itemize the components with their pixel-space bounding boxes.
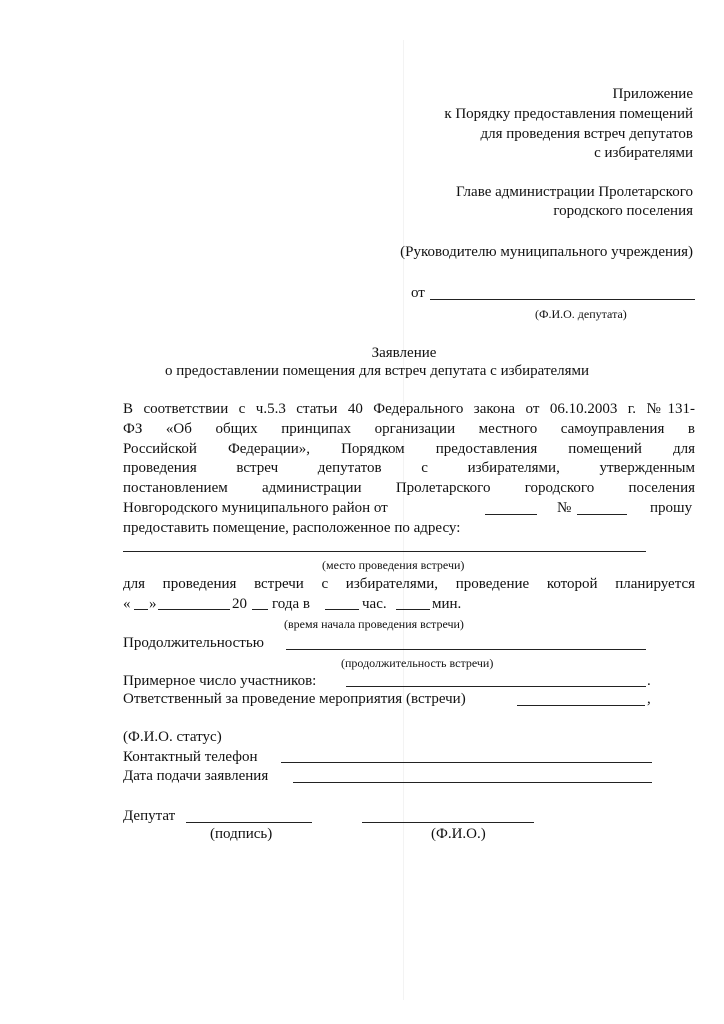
- participants-end: .: [647, 673, 651, 689]
- body-line-7: предоставить помещение, расположенное по адресу:: [123, 520, 461, 536]
- signature-line: [186, 822, 312, 823]
- body-line-4: проведения встреч депутатов с избирателями, утвержденным: [123, 460, 695, 476]
- date-submit-label: Дата подачи заявления: [123, 768, 269, 784]
- participants-line: [346, 686, 646, 687]
- meeting-minute: мин.: [432, 596, 462, 612]
- body-line-6a: Новгородского муниципального район от: [123, 500, 388, 516]
- participants-label: Примерное число участников:: [123, 673, 317, 689]
- meeting-date-open: «: [123, 596, 131, 612]
- addressee-alt: (Руководителю муниципального учреждения): [400, 244, 693, 260]
- phone-label: Контактный телефон: [123, 749, 258, 765]
- deputy-label: Депутат: [123, 808, 176, 824]
- date-line: [485, 514, 537, 515]
- duration-caption: (продолжительность встречи): [341, 656, 494, 670]
- body-line-3: Российской Федерации», Порядком предоставления помещений для: [123, 441, 695, 457]
- appendix-line-4: с избирателями: [594, 145, 693, 161]
- duration-label: Продолжительностью: [123, 635, 264, 651]
- month-line: [158, 609, 230, 610]
- body-line-2: ФЗ «Об общих принципах организации местного самоуправления в: [123, 421, 695, 437]
- meeting-caption: (время начала проведения встречи): [284, 617, 464, 631]
- hour-line: [325, 609, 359, 610]
- doc-subtitle: о предоставлении помещения для встреч депутата с избирателями: [165, 363, 590, 379]
- from-prefix: от: [411, 285, 425, 301]
- number-line: [577, 514, 627, 515]
- place-caption: (место проведения встречи): [322, 558, 465, 572]
- minute-line: [396, 609, 430, 610]
- date-submit-line: [293, 782, 652, 783]
- signature-caption: (подпись): [210, 826, 273, 842]
- appendix-line-2: к Порядку предоставления помещений: [444, 106, 693, 122]
- meeting-hour: час.: [362, 596, 387, 612]
- meeting-date-mid: »: [149, 596, 157, 612]
- addressee-line-1: Главе администрации Пролетарского: [456, 184, 693, 200]
- meeting-line: для проведения встречи с избирателями, проведение которой планируется: [123, 576, 695, 592]
- body-line-6c: прошу: [650, 500, 693, 516]
- day-line: [134, 609, 148, 610]
- fio-status: (Ф.И.О. статус): [123, 729, 222, 745]
- meeting-year: 20: [232, 596, 247, 612]
- body-line-6b: №: [557, 500, 572, 516]
- place-line: [123, 551, 646, 552]
- duration-line: [286, 649, 646, 650]
- body-line-5: постановлением администрации Пролетарского городского поселения: [123, 480, 695, 496]
- appendix-line-1: Приложение: [612, 86, 693, 102]
- meeting-year-suffix: года в: [272, 596, 310, 612]
- body-line-1: В соответствии с ч.5.3 статьи 40 Федерального закона от 06.10.2003 г. №131-: [123, 401, 695, 417]
- year-line: [252, 609, 268, 610]
- phone-line: [281, 762, 652, 763]
- responsible-label: Ответственный за проведение мероприятия (встречи): [123, 691, 466, 707]
- responsible-end: ,: [647, 691, 651, 707]
- doc-title: Заявление: [371, 345, 437, 361]
- responsible-line: [517, 705, 645, 706]
- from-caption: (Ф.И.О. депутата): [535, 307, 627, 321]
- fio-line: [362, 822, 534, 823]
- addressee-line-2: городского поселения: [553, 203, 693, 219]
- from-line: [430, 299, 695, 300]
- appendix-line-3: для проведения встреч депутатов: [480, 126, 693, 142]
- fio-caption: (Ф.И.О.): [431, 826, 486, 842]
